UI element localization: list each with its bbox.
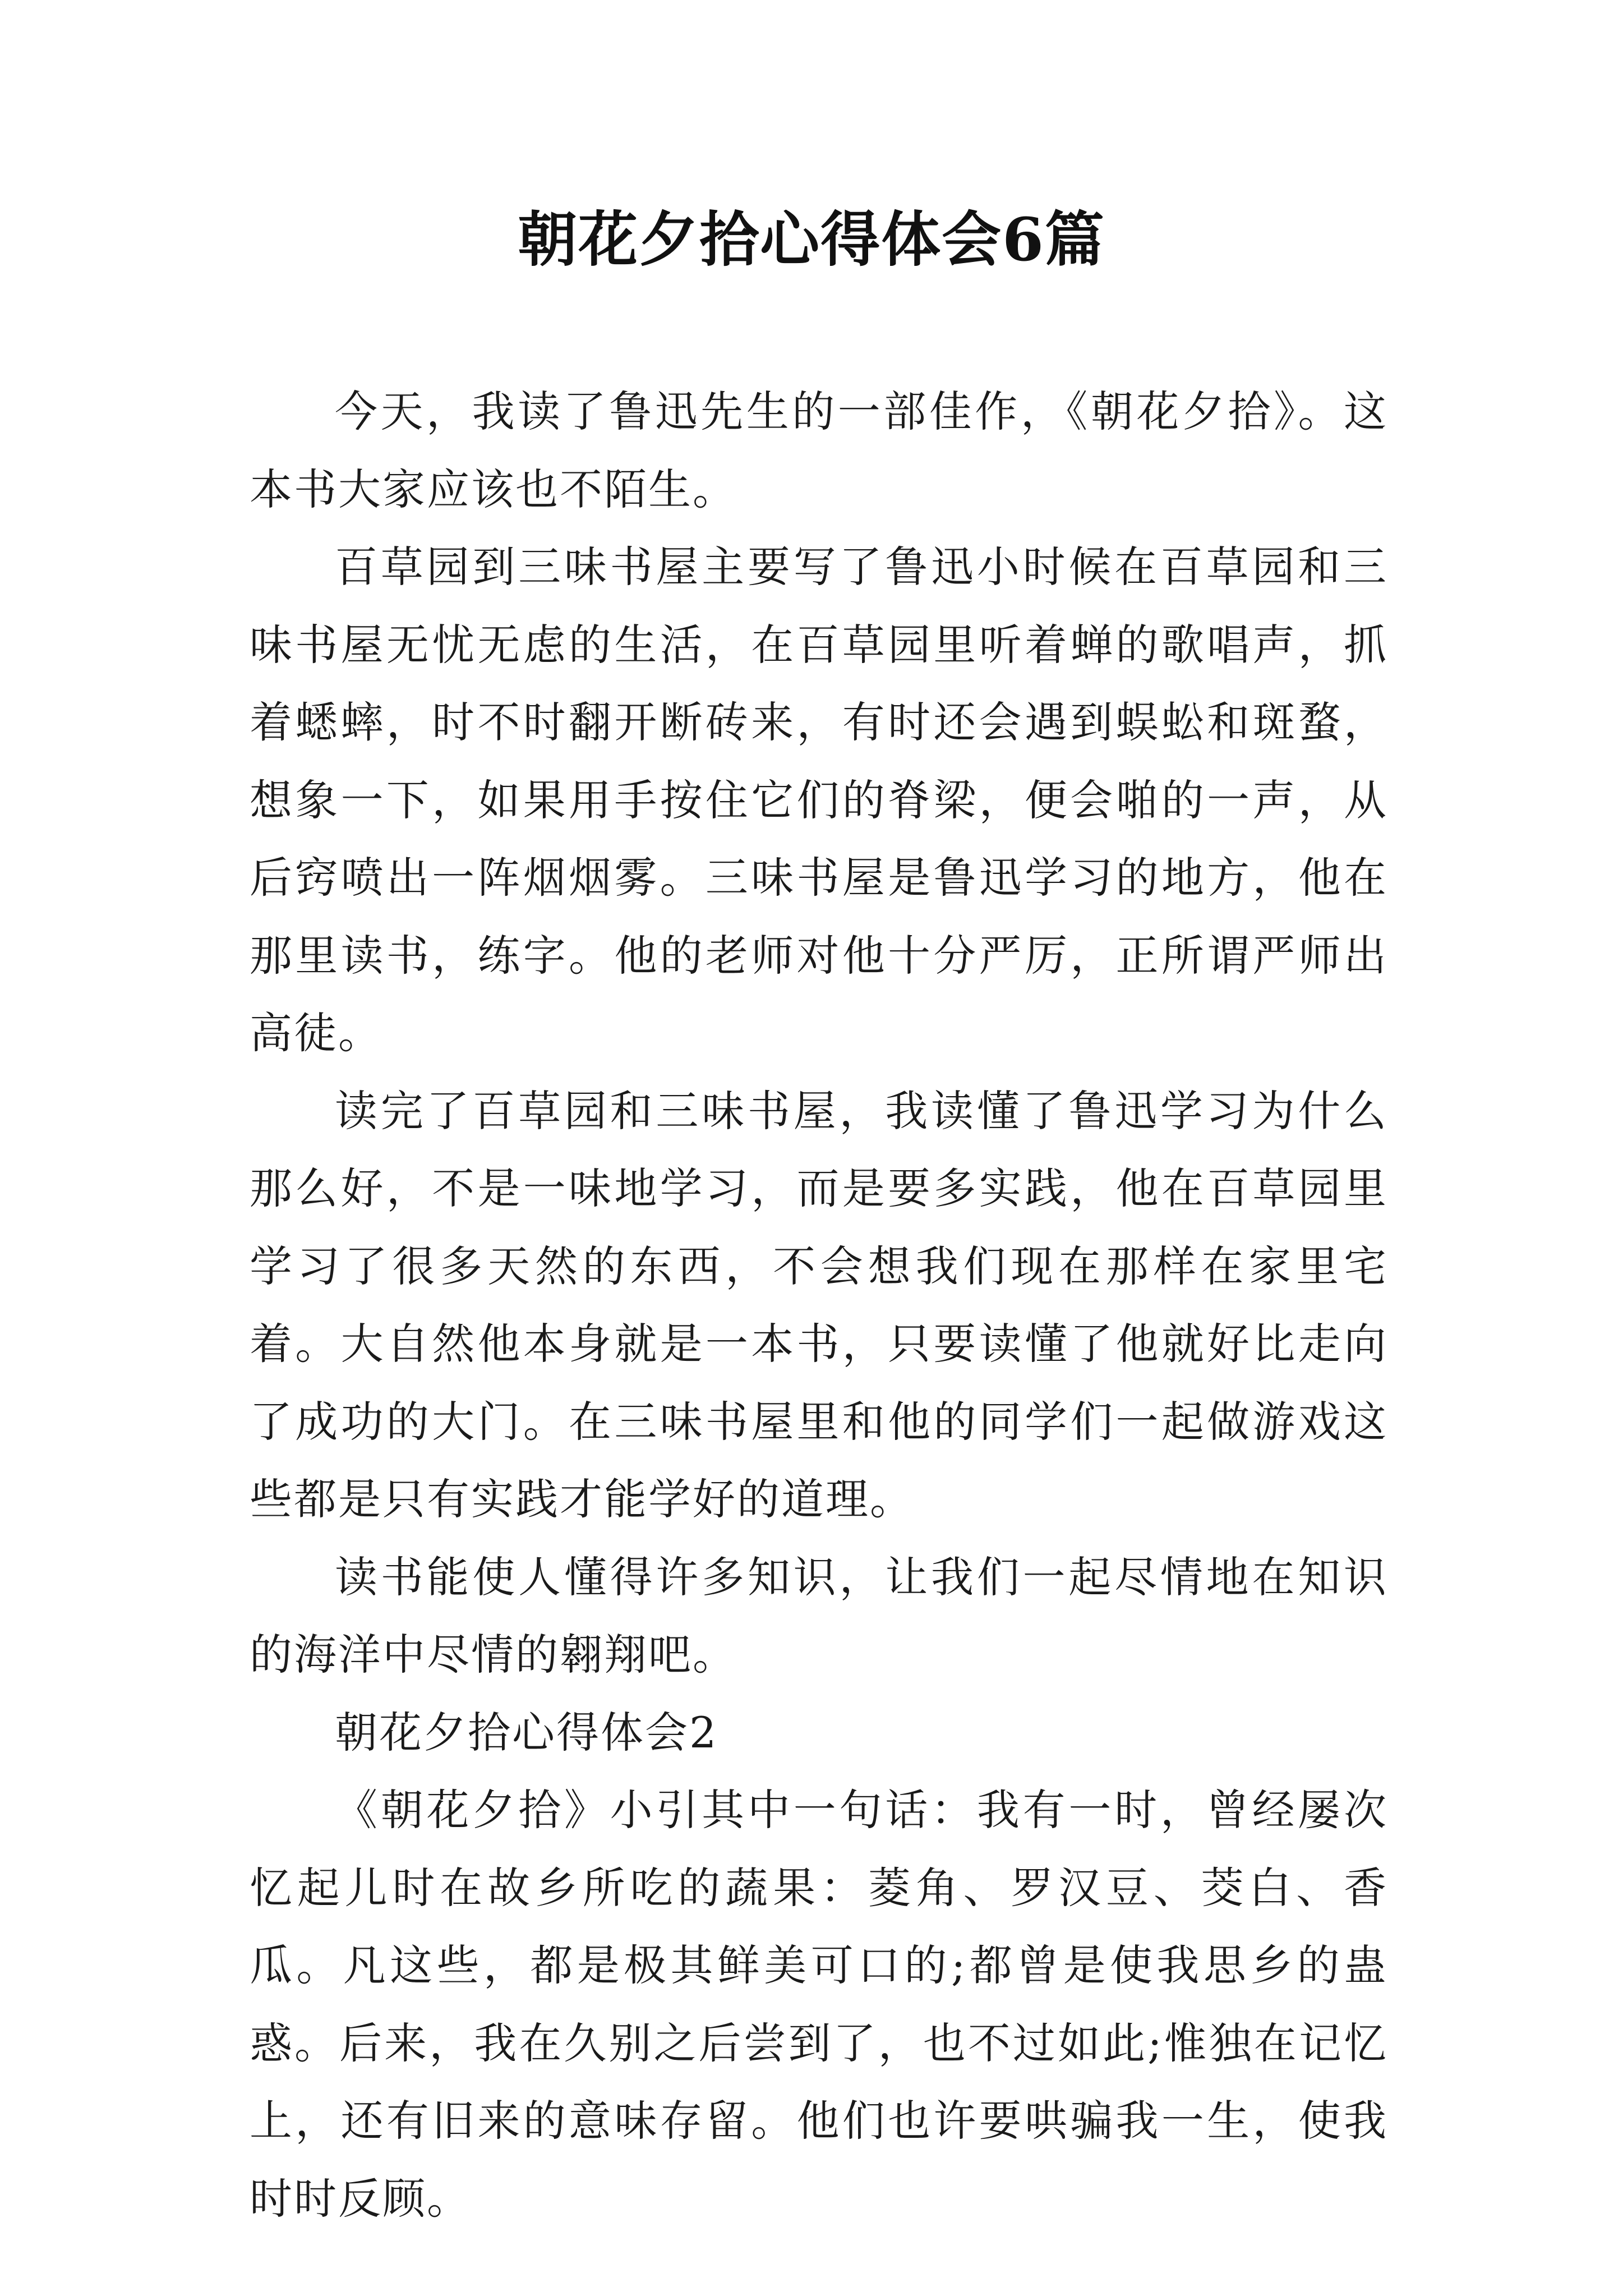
document-title: 朝花夕拾心得体会6篇 xyxy=(518,204,1105,274)
paragraph: 今天，我读了鲁迅先生的一部佳作，《朝花夕拾》。这本书大家应该也不陌生。 xyxy=(250,386,1388,514)
document-body xyxy=(250,373,1388,2238)
paragraph: 百草园到三味书屋主要写了鲁迅小时候在百草园和三味书屋无忧无虑的生活，在百草园里听着蝉的歌唱声，抓着蟋蟀，时不时翻开断砖来，有时还会遇到蜈蚣和斑蝥，想象一下，如果用手按住它们的脊梁，便会啪的一声，从后窍喷出一阵烟烟雾。三味书屋是鲁迅学习的地方，他在那里读书，练字。他的老师对他十分严厉，正所谓严师出高徒。 xyxy=(250,542,1388,1058)
section-subheading: 朝花夕拾心得体会2 xyxy=(335,1707,718,1757)
paragraph: 读完了百草园和三味书屋，我读懂了鲁迅学习为什么那么好，不是一味地学习，而是要多实践，他在百草园里学习了很多天然的东西，不会想我们现在那样在家里宅着。大自然他本身就是一本书，只要读懂了他就好比走向了成功的大门。在三味书屋里和他的同学们一起做游戏这些都是只有实践才能学好的道理。 xyxy=(250,1085,1388,1524)
paragraph: 《朝花夕拾》小引其中一句话：我有一时，曾经屡次忆起儿时在故乡所吃的蔬果：菱角、罗汉豆、茭白、香瓜。凡这些，都是极其鲜美可口的;都曾是使我思乡的蛊惑。后来，我在久别之后尝到了，也不过如此;惟独在记忆上，还有旧来的意味存留。他们也许要哄骗我一生，使我时时反顾。 xyxy=(250,1785,1388,2224)
paragraph: 读书能使人懂得许多知识，让我们一起尽情地在知识的海洋中尽情的翱翔吧。 xyxy=(250,1552,1388,1680)
